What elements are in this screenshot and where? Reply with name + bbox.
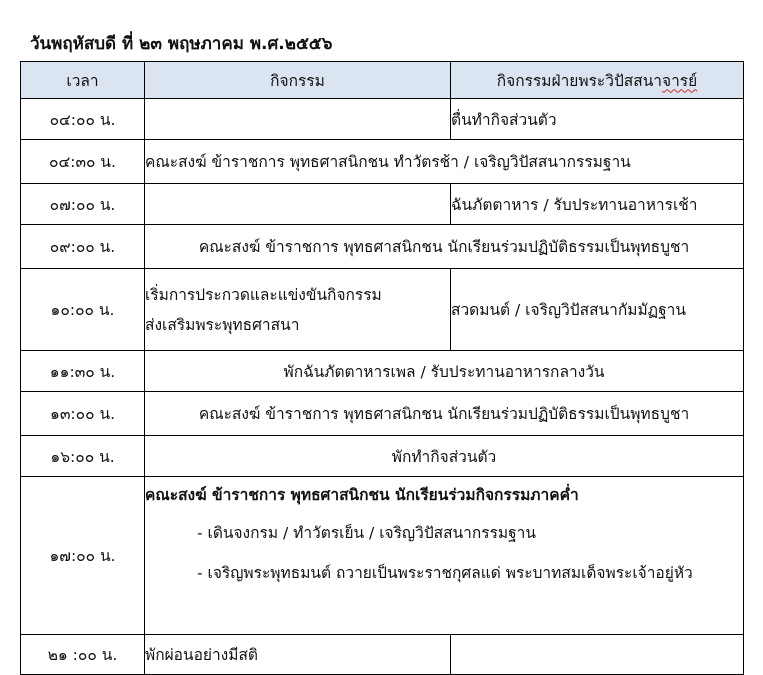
time-cell: ๒๑ :๐๐ น. <box>21 635 145 675</box>
activity-cell: คณะสงฆ์ ข้าราชการ พุทธศาสนิกชน ทำวัตรช้า / เจริญวิปัสสนากรรมฐาน <box>145 140 744 184</box>
table-row <box>21 351 744 392</box>
activity-cell: พักฉันภัตตาหารเพล / รับประทานอาหารกลางวัน <box>145 351 744 392</box>
activity-cell <box>145 99 451 140</box>
time-cell: ๐๔:๐๐ น. <box>21 99 145 140</box>
table-header-row <box>21 62 744 99</box>
evening-activity-cell <box>145 477 744 635</box>
table-row <box>21 184 744 225</box>
activity-line: เริ่มการประกวดและแข่งขันกิจกรรม <box>145 285 382 304</box>
time-cell: ๐๔:๓๐ น. <box>21 140 145 184</box>
time-cell: ๑๐:๐๐ น. <box>21 269 145 351</box>
monk-activity-cell: สวดมนต์ / เจริญวิปัสสนากัมมัฏฐาน <box>451 269 744 351</box>
evening-activity-item: - เจริญพระพุทธมนต์ ถวายเป็นพระราชกุศลแด่ พระบาทสมเด็จพระเจ้าอยู่หัว <box>197 564 693 582</box>
table-row <box>21 225 744 269</box>
activity-cell: คณะสงฆ์ ข้าราชการ พุทธศาสนิกชน นักเรียนร่วมปฏิบัติธรรมเป็นพุทธบูชา <box>145 225 744 269</box>
table-row <box>21 436 744 477</box>
activity-line: ส่งเสริมพระพุทธศาสนา <box>145 315 300 334</box>
table-row <box>21 269 744 351</box>
header-monk-activity-prefix: กิจกรรมฝ่ายพระวิปัสสนา <box>496 71 662 90</box>
table-row <box>21 392 744 436</box>
monk-activity-cell: ฉันภัตตาหาร / รับประทานอาหารเช้า <box>451 184 744 225</box>
activity-cell: พักทำกิจส่วนตัว <box>145 436 744 477</box>
monk-activity-cell: ตื่นทำกิจส่วนตัว <box>451 99 744 140</box>
header-activity: กิจกรรม <box>145 62 451 99</box>
time-cell: ๐๗:๐๐ น. <box>21 184 145 225</box>
activity-cell <box>145 184 451 225</box>
header-monk-activity <box>451 62 744 99</box>
time-cell: ๐๙:๐๐ น. <box>21 225 145 269</box>
table-row <box>21 635 744 675</box>
table-row <box>21 99 744 140</box>
activity-cell <box>145 269 451 351</box>
table-row <box>21 477 744 635</box>
table-row <box>21 140 744 184</box>
time-cell: ๑๗:๐๐ น. <box>21 477 145 635</box>
page-title: วันพฤหัสบดี ที่ ๒๓ พฤษภาคม พ.ศ.๒๕๕๖ <box>30 34 333 54</box>
header-monk-activity-suffix: จารย์ <box>662 71 698 90</box>
evening-activity-title: คณะสงฆ์ ข้าราชการ พุทธศาสนิกชน นักเรียนร่วมกิจกรรมภาคค่ำ <box>145 486 579 504</box>
schedule-table <box>20 61 744 675</box>
header-time: เวลา <box>21 62 145 99</box>
monk-activity-cell <box>451 635 744 675</box>
evening-activity-item: - เดินจงกรม / ทำวัตรเย็น / เจริญวิปัสสนากรรมฐาน <box>197 524 536 542</box>
activity-cell: พักผ่อนอย่างมีสติ <box>145 635 451 675</box>
activity-cell: คณะสงฆ์ ข้าราชการ พุทธศาสนิกชน นักเรียนร่วมปฏิบัติธรรมเป็นพุทธบูชา <box>145 392 744 436</box>
time-cell: ๑๑:๓๐ น. <box>21 351 145 392</box>
time-cell: ๑๖:๐๐ น. <box>21 436 145 477</box>
time-cell: ๑๓:๐๐ น. <box>21 392 145 436</box>
